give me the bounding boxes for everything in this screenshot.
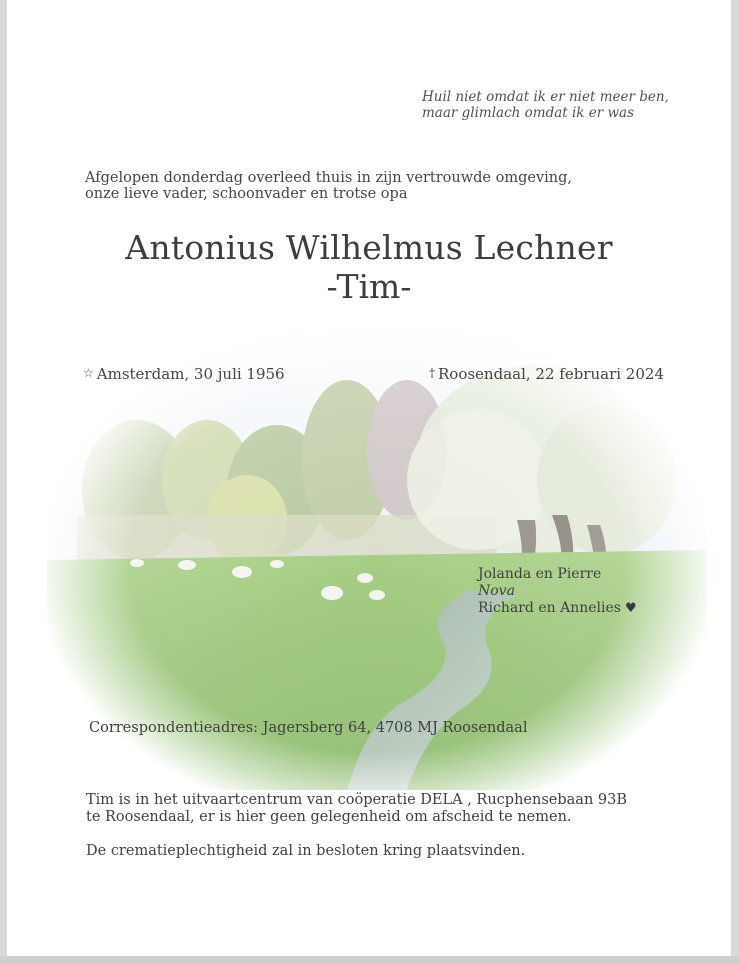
star-icon: ☆ (83, 366, 94, 380)
family-line-1: Jolanda en Pierre (478, 566, 602, 582)
death-info (429, 363, 664, 384)
family-line-2: Nova (478, 583, 515, 599)
funeral-notice-page (7, 0, 731, 956)
cross-icon: † (429, 366, 435, 380)
funeral-info (86, 792, 627, 826)
family-names (478, 566, 637, 617)
death-place-date: Roosendaal, 22 februari 2024 (438, 365, 664, 383)
heart-icon: ♥ (624, 601, 637, 616)
intro-text (85, 170, 572, 202)
info-line-1: Tim is in het uitvaartcentrum van coöperatie DELA , Rucphensebaan 93B (86, 792, 627, 808)
birth-place-date: Amsterdam, 30 juli 1956 (96, 365, 285, 383)
deceased-full-name: Antonius Wilhelmus Lechner (125, 228, 613, 267)
intro-line-2: onze lieve vader, schoonvader en trotse opa (85, 186, 408, 202)
info-line-2: te Roosendaal, er is hier geen gelegenheid om afscheid te nemen. (86, 809, 572, 825)
deceased-nickname: -Tim- (326, 267, 412, 306)
family-line-3-wrap (478, 600, 637, 617)
quote-line-2: maar glimlach omdat ik er was (422, 105, 635, 121)
page-shadow (0, 956, 739, 964)
memorial-quote (422, 89, 669, 121)
family-line-3: Richard en Annelies (478, 600, 621, 616)
correspondence-address: Correspondentieadres: Jagersberg 64, 4708 MJ Roosendaal (89, 720, 528, 736)
birth-info (83, 363, 285, 384)
intro-line-1: Afgelopen donderdag overleed thuis in zijn vertrouwde omgeving, (85, 170, 573, 186)
quote-line-1: Huil niet omdat ik er niet meer ben, (422, 89, 669, 105)
ceremony-text: De crematieplechtigheid zal in besloten kring plaatsvinden. (86, 843, 526, 859)
